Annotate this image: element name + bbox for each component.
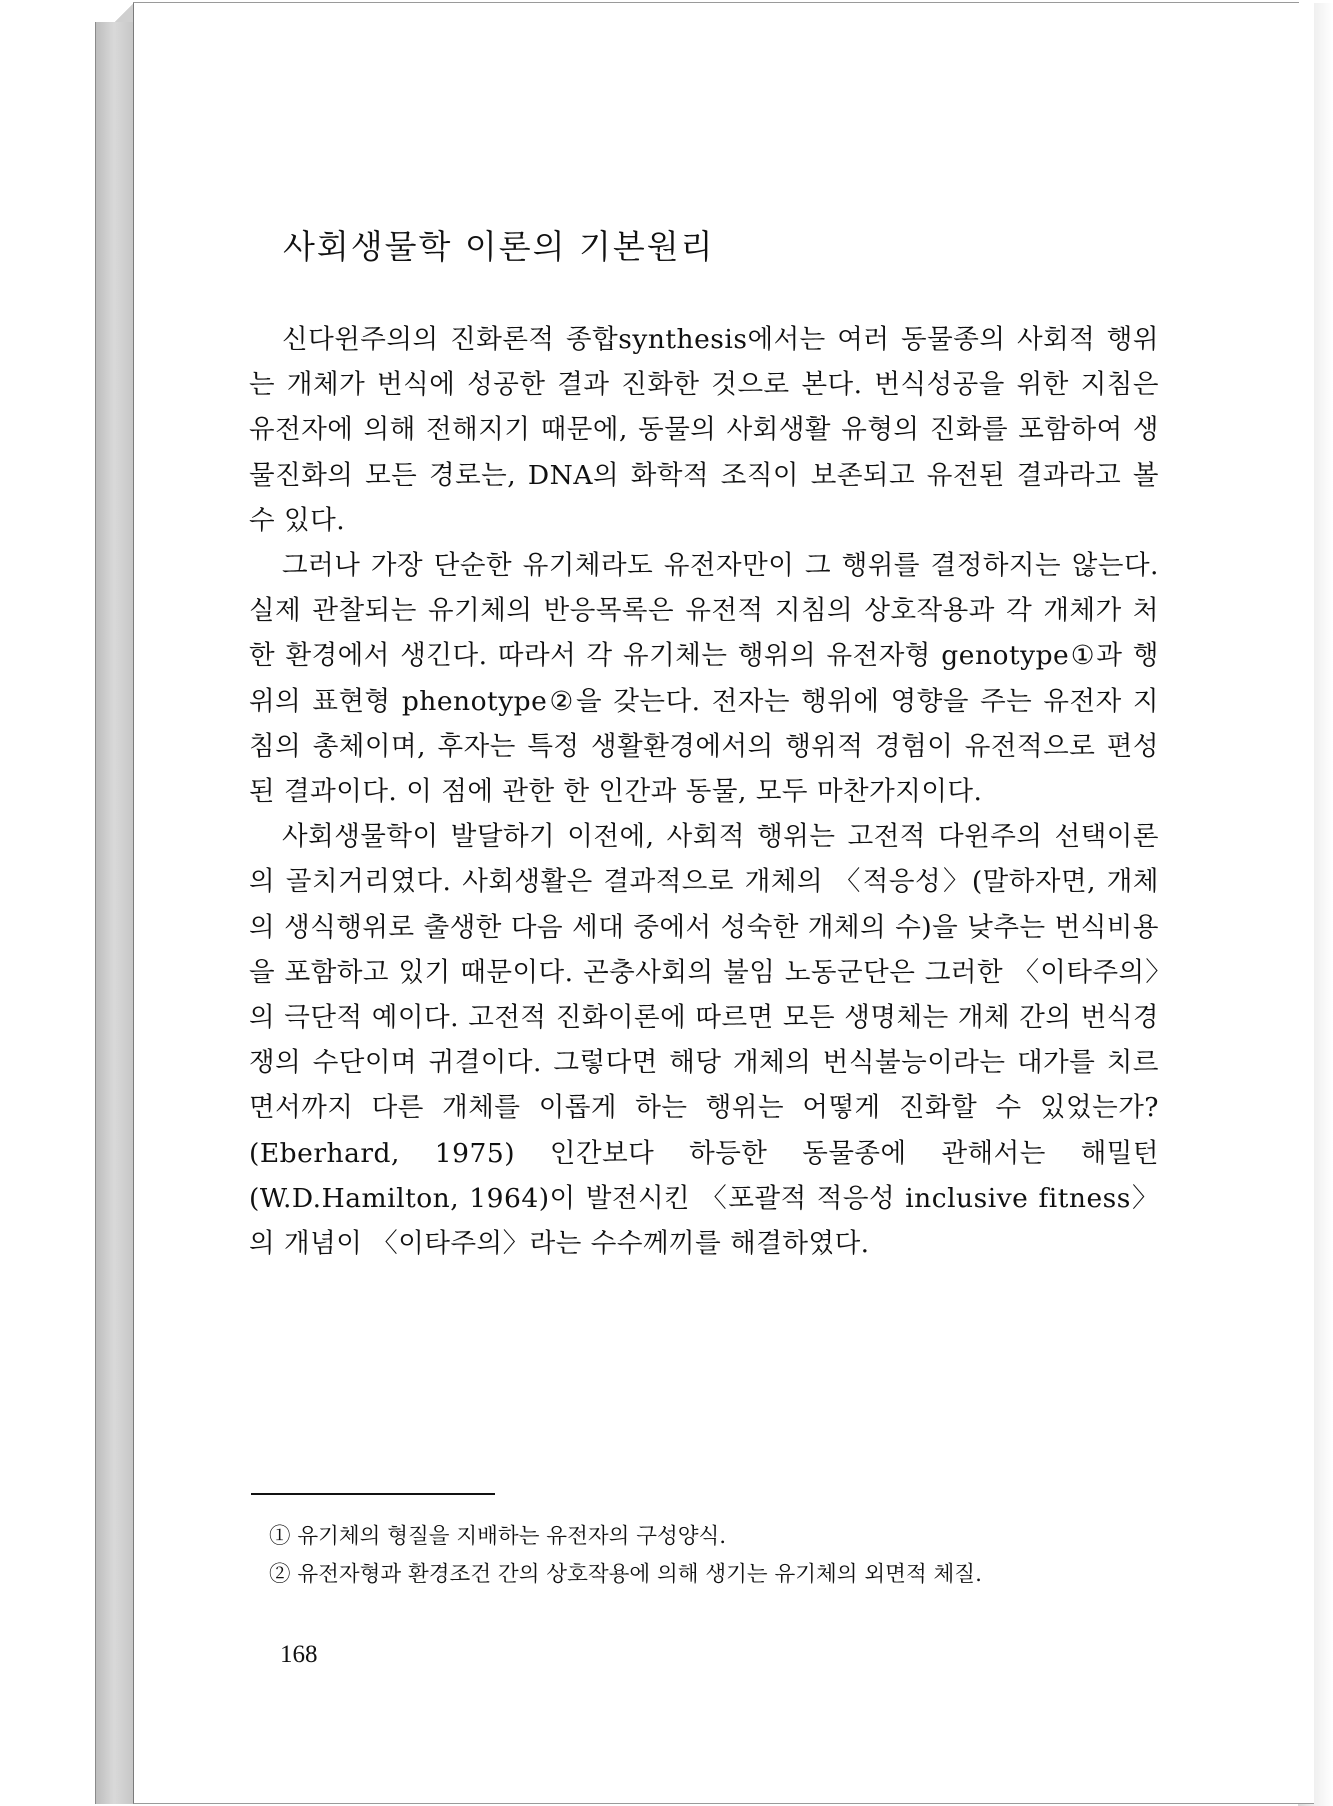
footnotes <box>269 1518 1149 1594</box>
paragraph-3: 사회생물학이 발달하기 이전에, 사회적 행위는 고전적 다윈주의 선택이론의 골치거리였다. 사회생활은 결과적으로 개체의 〈적응성〉(말하자면, 개체의 생식행위로 출생한 다음 세대 중에서 성숙한 개체의 수)을 낮추는 번식비용을 포함하고 있기 때문이다. 곤충사회의 불임 노동군단은 그러한 〈이타주의〉의 극단적 예이다. 고전적 진화이론에 따르면 모든 생명체는 개체 간의 번식경쟁의 수단이며 귀결이다. 그렇다면 해당 개체의 번식불능이라는 대가를 치르면서까지 다른 개체를 이롭게 하는 행위는 어떻게 진화할 수 있었는가?(Eberhard, 1975) 인간보다 하등한 동물종에 관해서는 해밀턴(W.D.Hamilton, 1964)이 발전시킨 〈포괄적 적응성 inclusive fitness〉의 개념이 〈이타주의〉라는 수수께끼를 해결하였다. <box>249 821 1159 1260</box>
section-title: 사회생물학 이론의 기본원리 <box>283 227 715 266</box>
book-spine <box>95 22 136 1804</box>
book-page <box>133 3 1314 1804</box>
footnote-divider <box>251 1493 495 1495</box>
paragraph-2: 그러나 가장 단순한 유기체라도 유전자만이 그 행위를 결정하지는 않는다. 실제 관찰되는 유기체의 반응목록은 유전적 지침의 상호작용과 각 개체가 처한 환경에서 생긴다. 따라서 각 유기체는 행위의 유전자형 genotype①과 행위의 표현형 phenotype②을 갖는다. 전자는 행위에 영향을 주는 유전자 지침의 총체이며, 후자는 특정 생활환경에서의 행위적 경험이 유전적으로 편성된 결과이다. 이 점에 관한 한 인간과 동물, 모두 마찬가지이다. <box>249 550 1159 808</box>
page-number: 168 <box>280 1641 318 1668</box>
footnote-1: ① 유기체의 형질을 지배하는 유전자의 구성양식. <box>269 1524 727 1549</box>
footnote-2: ② 유전자형과 환경조건 간의 상호작용에 의해 생기는 유기체의 외면적 체질. <box>269 1562 982 1587</box>
paragraph-1: 신다윈주의의 진화론적 종합synthesis에서는 여러 동물종의 사회적 행위는 개체가 번식에 성공한 결과 진화한 것으로 본다. 번식성공을 위한 지침은 유전자에 의해 전해지기 때문에, 동물의 사회생활 유형의 진화를 포함하여 생물진화의 모든 경로는, DNA의 화학적 조직이 보존되고 유전된 결과라고 볼 수 있다. <box>249 324 1159 536</box>
body-text <box>249 317 1159 1266</box>
